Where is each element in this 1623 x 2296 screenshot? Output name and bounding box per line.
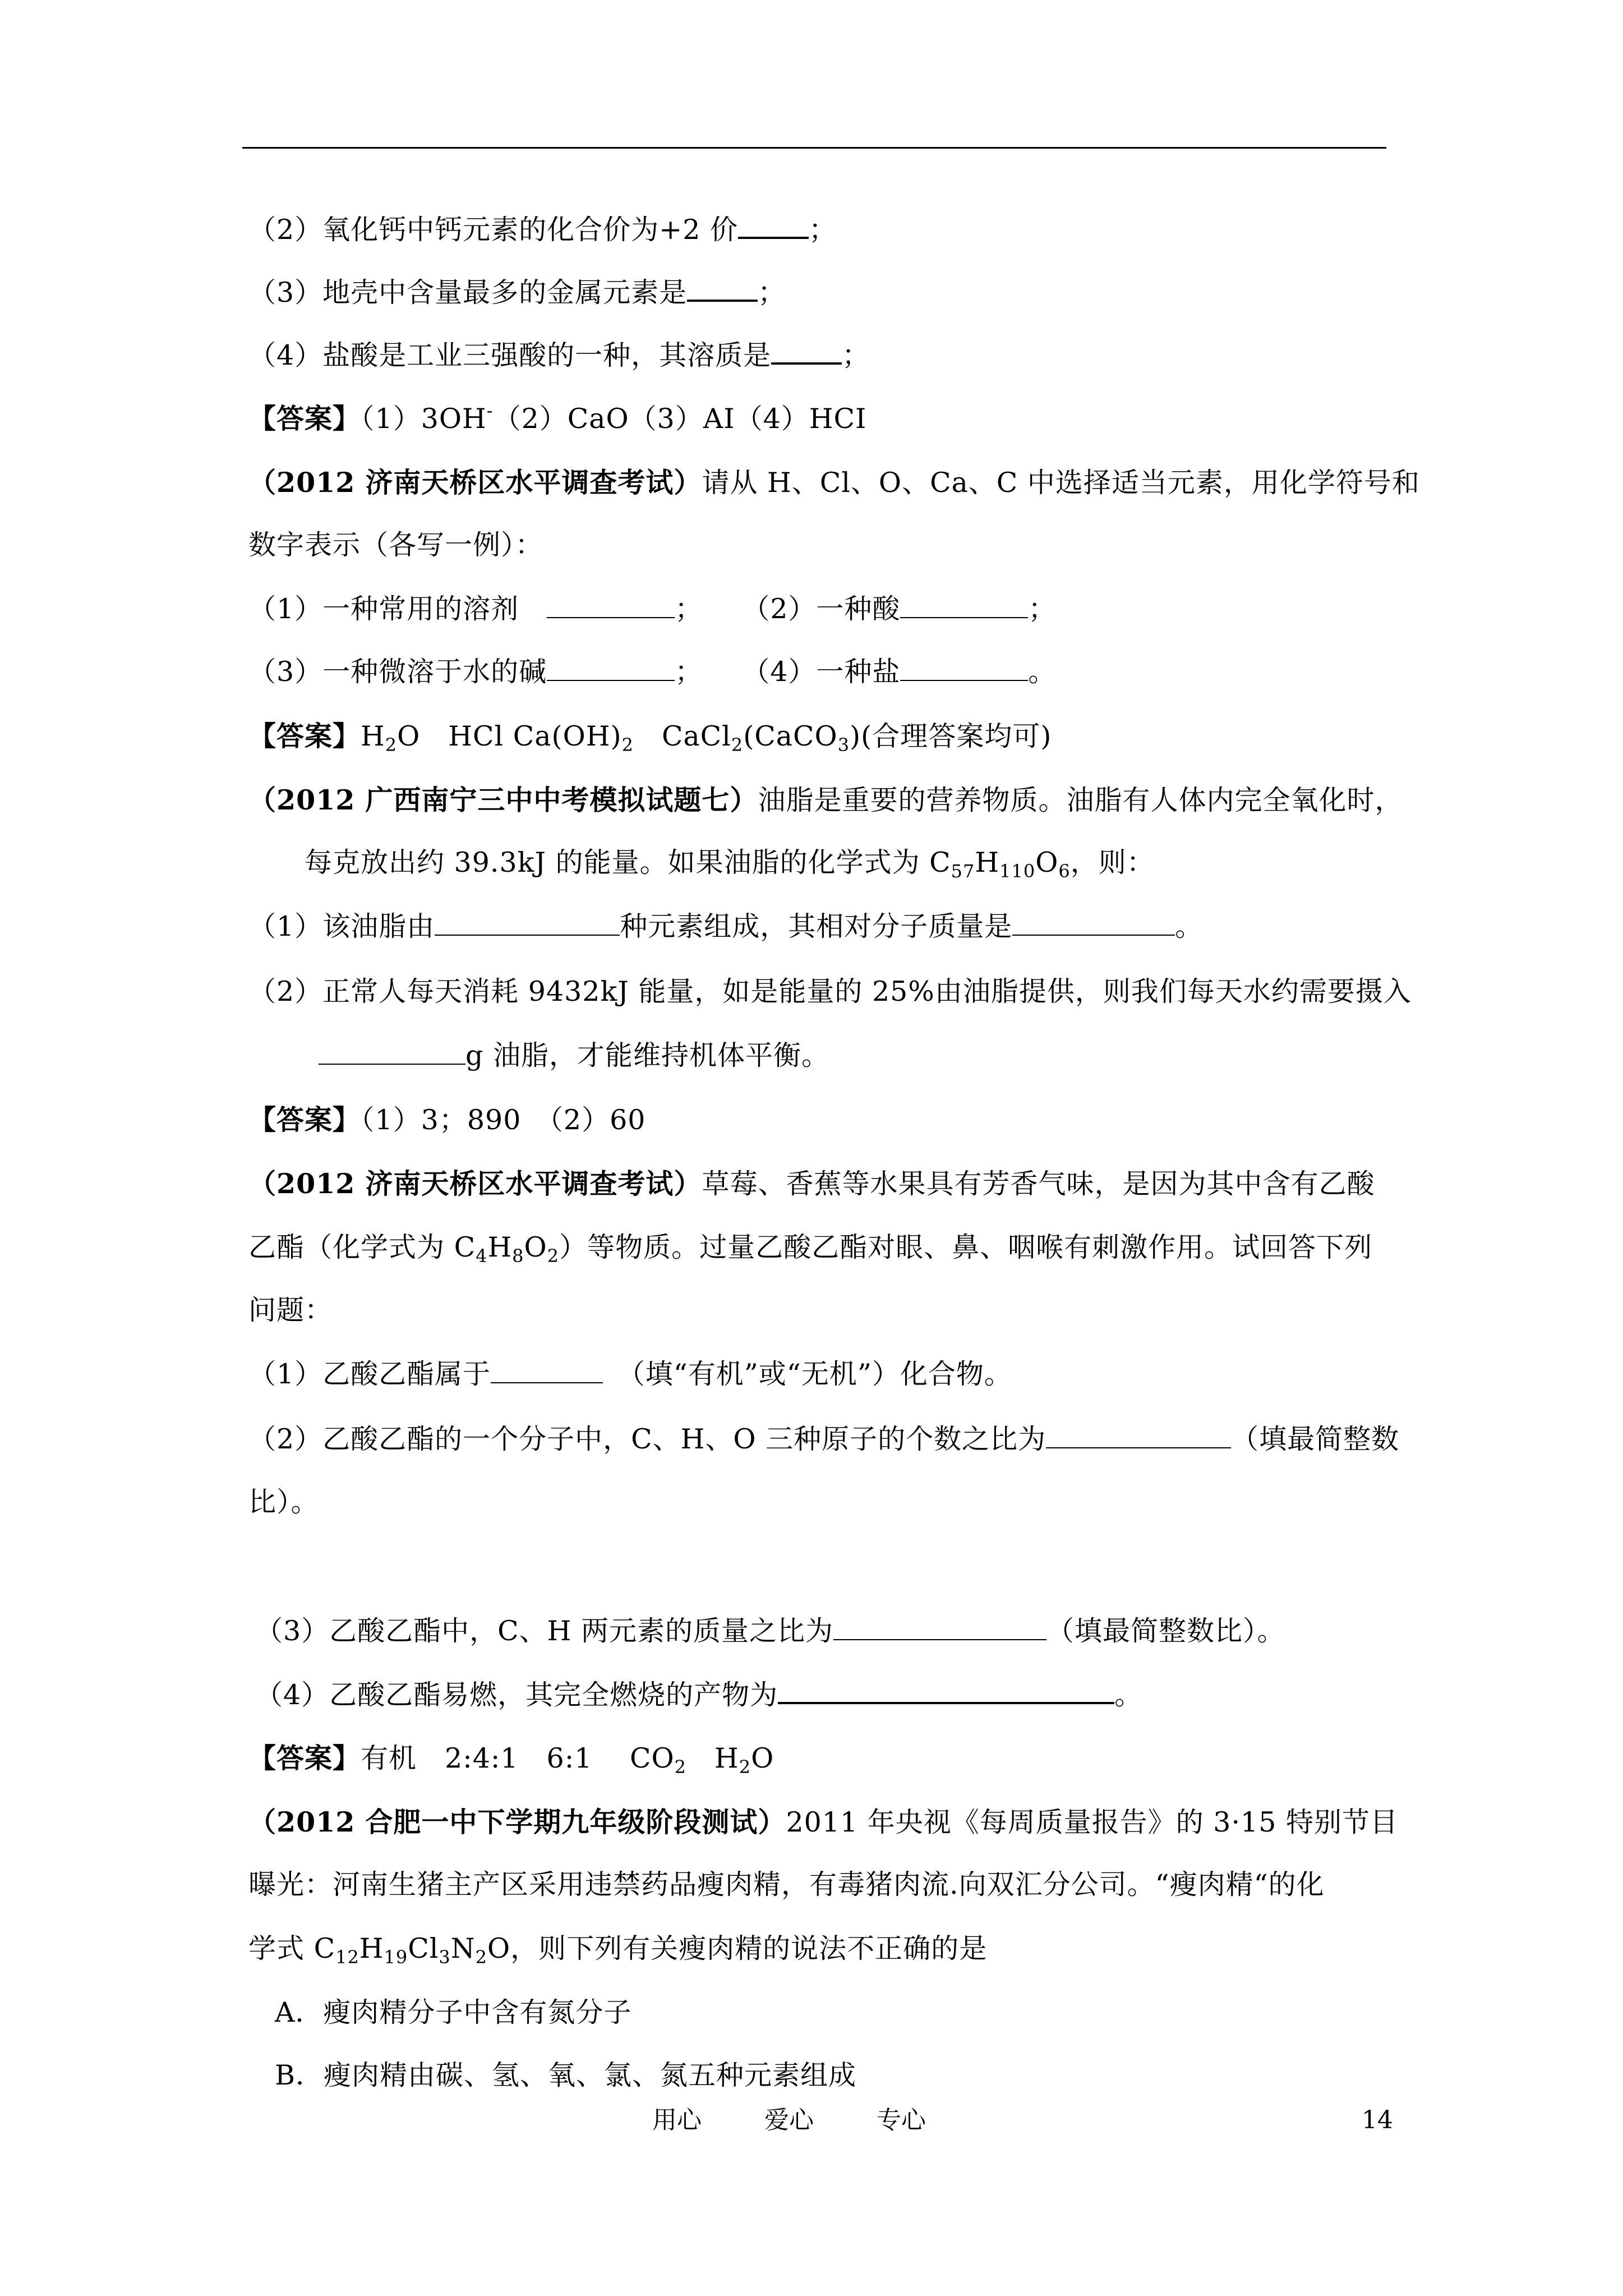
question-source: （2012 合肥一中下学期九年级阶段测试） <box>248 1806 786 1838</box>
answer-blank <box>687 275 758 302</box>
answer-blank <box>435 910 620 936</box>
answer-blank <box>738 212 809 239</box>
subscript: 2 <box>731 734 744 756</box>
page-number: 14 <box>1362 2106 1393 2134</box>
subscript: 2 <box>385 734 398 756</box>
question-heading <box>248 1805 1398 1839</box>
option-a <box>275 1996 631 2030</box>
answer-text: （1）3；890 （2）60 <box>361 1104 646 1136</box>
question-text: （3）乙酸乙酯中，C、H 两元素的质量之比为 <box>255 1615 833 1647</box>
question-text: 种元素组成，其相对分子质量是 <box>620 910 1013 942</box>
question-text: （填最简整数比）。 <box>1046 1615 1285 1647</box>
answer-text: H <box>686 1742 739 1774</box>
question-heading <box>248 1167 1375 1201</box>
question-text: （3）地壳中含量最多的金属元素是 <box>248 277 688 309</box>
answer-text: O <box>751 1742 774 1774</box>
answer-text: H <box>361 720 385 752</box>
answer-blank <box>1012 910 1175 936</box>
subscript: 3 <box>837 734 850 756</box>
question-line <box>248 910 1203 944</box>
answer-blank <box>778 1677 1114 1704</box>
question-line <box>248 528 543 562</box>
question-source: （2012 济南天桥区水平调查考试） <box>248 466 702 499</box>
question-text: 请从 H、Cl、O、Ca、C 中选择适当元素，用化学符号和 <box>702 467 1420 499</box>
question-line <box>248 655 1056 689</box>
question-line <box>248 1423 1399 1456</box>
footer-motto-1: 用心 <box>652 2106 702 2134</box>
question-text: H <box>487 1231 513 1263</box>
answer-line <box>248 1741 774 1778</box>
answer-blank <box>547 655 675 681</box>
question-text: H <box>975 846 1000 878</box>
question-line <box>248 1358 1012 1391</box>
answer-text: （2）CaO（3）AI（4）HCI <box>493 403 867 435</box>
option-text: A．瘦肉精分子中含有氮分子 <box>275 1996 632 2028</box>
answer-text: (CaCO <box>743 720 838 752</box>
question-line <box>248 1932 987 1966</box>
question-text: （4）一种盐 <box>742 656 901 688</box>
question-text: O <box>1035 846 1059 878</box>
question-text: （2）正常人每天消耗 9432kJ 能量，如是能量的 25%由油脂提供，则我们每天水约需要摄入 <box>248 976 1412 1007</box>
question-text: （1）该油脂由 <box>248 910 435 942</box>
footer-motto-2: 爱心 <box>764 2106 814 2134</box>
answer-blank <box>833 1614 1046 1640</box>
punctuation: ； <box>808 214 837 246</box>
subscript: 2 <box>739 1756 751 1778</box>
answer-text: )(合理答案均可) <box>850 720 1052 752</box>
question-text: （填“有机”或“无机”）化合物。 <box>603 1358 1012 1390</box>
answer-tag: 【答案】 <box>248 1742 361 1774</box>
question-line <box>248 592 1056 626</box>
question-text: 乙酯（化学式为 C <box>248 1231 476 1263</box>
question-text: （填最简整数 <box>1231 1423 1400 1455</box>
answer-text: （1）3OH <box>361 403 487 435</box>
question-text: N <box>450 1932 476 1964</box>
question-line <box>248 975 1412 1009</box>
question-text: 草莓、香蕉等水果具有芳香气味，是因为其中含有乙酸 <box>702 1168 1375 1200</box>
question-line <box>319 1039 829 1073</box>
punctuation: ； <box>842 339 870 371</box>
subscript: 8 <box>512 1245 524 1267</box>
question-text: Cl <box>408 1932 439 1964</box>
subscript: 110 <box>999 861 1036 882</box>
question-line <box>248 1485 319 1519</box>
answer-blank <box>771 338 842 365</box>
question-heading <box>248 783 1403 817</box>
subscript: 19 <box>384 1947 408 1968</box>
punctuation: 。 <box>1028 656 1057 688</box>
question-text: ）等物质。过量乙酸乙酯对眼、鼻、咽喉有刺激作用。试回答下列 <box>559 1231 1373 1263</box>
question-text: 数字表示（各写一例）： <box>248 529 543 561</box>
question-heading <box>248 466 1420 500</box>
punctuation: 。 <box>1175 910 1204 942</box>
question-text: 2011 年央视《每周质量报告》的 3·15 特别节目 <box>786 1806 1398 1838</box>
subscript: 2 <box>547 1245 560 1267</box>
punctuation: ； <box>675 656 703 688</box>
subscript: 2 <box>621 734 634 756</box>
question-text: 问题： <box>248 1294 333 1326</box>
answer-tag: 【答案】 <box>248 1103 361 1136</box>
option-b <box>275 2059 856 2092</box>
question-text: 比）。 <box>248 1486 319 1518</box>
question-line <box>248 212 837 247</box>
question-text: H <box>359 1932 384 1964</box>
answer-text: CaCl <box>633 720 731 752</box>
punctuation: ； <box>1028 593 1057 625</box>
option-text: B．瘦肉精由碳、氢、氧、氯、氮五种元素组成 <box>275 2059 857 2091</box>
question-line <box>255 1614 1285 1648</box>
question-line <box>248 1231 1373 1267</box>
subscript: 57 <box>951 861 975 882</box>
answer-blank <box>900 655 1028 681</box>
answer-line <box>248 402 866 436</box>
question-text: （3）一种微溶于水的碱 <box>248 656 547 688</box>
answer-blank <box>1046 1423 1231 1448</box>
question-line <box>305 846 1155 880</box>
subscript: 4 <box>476 1245 488 1267</box>
question-line <box>248 1868 1325 1902</box>
question-text: （1）一种常用的溶剂 <box>248 593 547 625</box>
punctuation: 。 <box>1114 1679 1143 1711</box>
answer-blank <box>491 1358 603 1383</box>
answer-line <box>248 719 1052 756</box>
question-text: ，则： <box>1070 846 1155 878</box>
answer-text: O HCl Ca(OH) <box>397 720 622 752</box>
question-line <box>248 275 786 310</box>
answer-tag: 【答案】 <box>248 402 361 435</box>
subscript: 2 <box>475 1947 488 1968</box>
punctuation: ； <box>758 277 786 309</box>
question-text: 学式 C <box>248 1932 336 1964</box>
question-text: （1）乙酸乙酯属于 <box>248 1358 491 1390</box>
question-text: （2）乙酸乙酯的一个分子中，C、H、O 三种原子的个数之比为 <box>248 1423 1046 1455</box>
answer-line <box>248 1103 645 1137</box>
question-text: 每克放出约 39.3kJ 的能量。如果油脂的化学式为 C <box>305 846 951 878</box>
question-text: （2）氧化钙中钙元素的化合价为+2 价 <box>248 214 738 246</box>
subscript: 2 <box>674 1756 687 1778</box>
subscript: 12 <box>335 1947 359 1968</box>
question-text: O，则下列有关瘦肉精的说法不正确的是 <box>487 1932 988 1964</box>
footer-motto-3: 专心 <box>877 2106 926 2134</box>
question-text: （2）一种酸 <box>742 593 901 625</box>
header-rule <box>242 147 1386 149</box>
question-text: （4）盐酸是工业三强酸的一种，其溶质是 <box>248 339 772 371</box>
question-text: O <box>524 1231 547 1263</box>
question-line <box>248 1294 333 1327</box>
superscript: - <box>486 400 494 421</box>
question-text: 曝光：河南生猪主产区采用违禁药品瘦肉精，有毒猪肉流.向双汇分公司。“瘦肉精“的化 <box>248 1869 1325 1901</box>
subscript: 6 <box>1058 861 1071 882</box>
question-line <box>255 1677 1142 1712</box>
answer-blank <box>319 1039 465 1065</box>
question-text: （4）乙酸乙酯易燃，其完全燃烧的产物为 <box>255 1679 778 1711</box>
answer-blank <box>547 592 675 618</box>
answer-blank <box>900 592 1028 618</box>
question-source: （2012 广西南宁三中中考模拟试题七） <box>248 784 758 816</box>
question-line <box>248 338 870 372</box>
question-text: g 油脂，才能维持机体平衡。 <box>465 1039 829 1071</box>
subscript: 3 <box>439 1947 451 1968</box>
question-source: （2012 济南天桥区水平调查考试） <box>248 1167 702 1200</box>
question-text: 油脂是重要的营养物质。油脂有人体内完全氧化时， <box>758 784 1403 816</box>
punctuation: ； <box>675 593 703 625</box>
answer-text: 有机 2:4:1 6:1 CO <box>361 1742 675 1774</box>
answer-tag: 【答案】 <box>248 720 361 752</box>
